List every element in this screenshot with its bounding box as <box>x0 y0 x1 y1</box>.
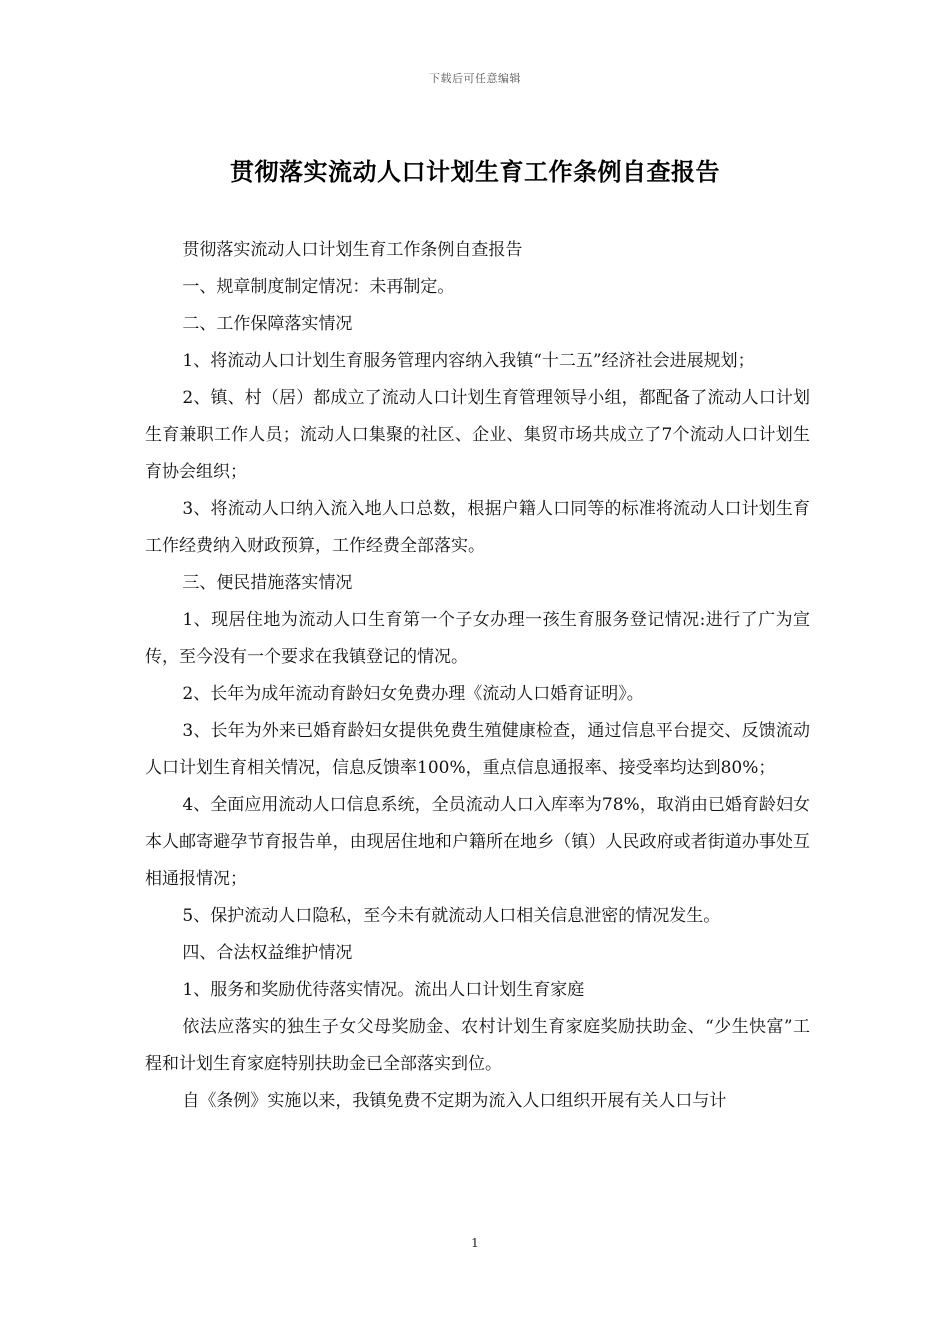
document-title: 贯彻落实流动人口计划生育工作条例自查报告 <box>230 158 720 186</box>
paragraph: 1、将流动人口计划生育服务管理内容纳入我镇“十二五”经济社会进展规划； <box>182 351 755 371</box>
paragraph: 贯彻落实流动人口计划生育工作条例自查报告 <box>182 240 523 260</box>
paragraph: 依法应落实的独生子女父母奖励金、农村计划生育家庭奖励扶助金、“少生快富”工程和计划生育家庭特别扶助金已全部落实到位。 <box>145 1017 810 1074</box>
paragraph: 三、便民措施落实情况 <box>182 573 353 593</box>
document-body <box>145 232 810 1120</box>
paragraph: 一、规章制度制定情况：未再制定。 <box>182 277 455 297</box>
paragraph: 四、合法权益维护情况 <box>182 943 353 963</box>
paragraph: 2、镇、村（居）都成立了流动人口计划生育管理领导小组，都配备了流动人口计划生育兼职工作人员；流动人口集聚的社区、企业、集贸市场共成立了7个流动人口计划生育协会组织； <box>145 388 810 482</box>
page-number: 1 <box>471 1236 479 1250</box>
paragraph: 1、服务和奖励优待落实情况。流出人口计划生育家庭 <box>182 980 585 1000</box>
paragraph: 3、将流动人口纳入流入地人口总数，根据户籍人口同等的标准将流动人口计划生育工作经费纳入财政预算，工作经费全部落实。 <box>145 499 810 556</box>
paragraph: 2、长年为成年流动育龄妇女免费办理《流动人口婚育证明》。 <box>182 684 644 704</box>
header-note: 下载后可任意编辑 <box>429 72 521 85</box>
paragraph: 1、现居住地为流动人口生育第一个子女办理一孩生育服务登记情况:进行了广为宣传，至今没有一个要求在我镇登记的情况。 <box>145 610 810 667</box>
paragraph: 自《条例》实施以来，我镇免费不定期为流入人口组织开展有关人口与计 <box>182 1091 727 1111</box>
paragraph: 3、长年为外来已婚育龄妇女提供免费生殖健康检查，通过信息平台提交、反馈流动人口计划生育相关情况，信息反馈率100%，重点信息通报率、接受率均达到80%； <box>145 721 810 778</box>
paragraph: 4、全面应用流动人口信息系统，全员流动人口入库率为78%，取消由已婚育龄妇女本人邮寄避孕节育报告单，由现居住地和户籍所在地乡（镇）人民政府或者街道办事处互相通报情况； <box>145 795 810 889</box>
paragraph: 二、工作保障落实情况 <box>182 314 353 334</box>
paragraph: 5、保护流动人口隐私，至今未有就流动人口相关信息泄密的情况发生。 <box>182 906 721 926</box>
